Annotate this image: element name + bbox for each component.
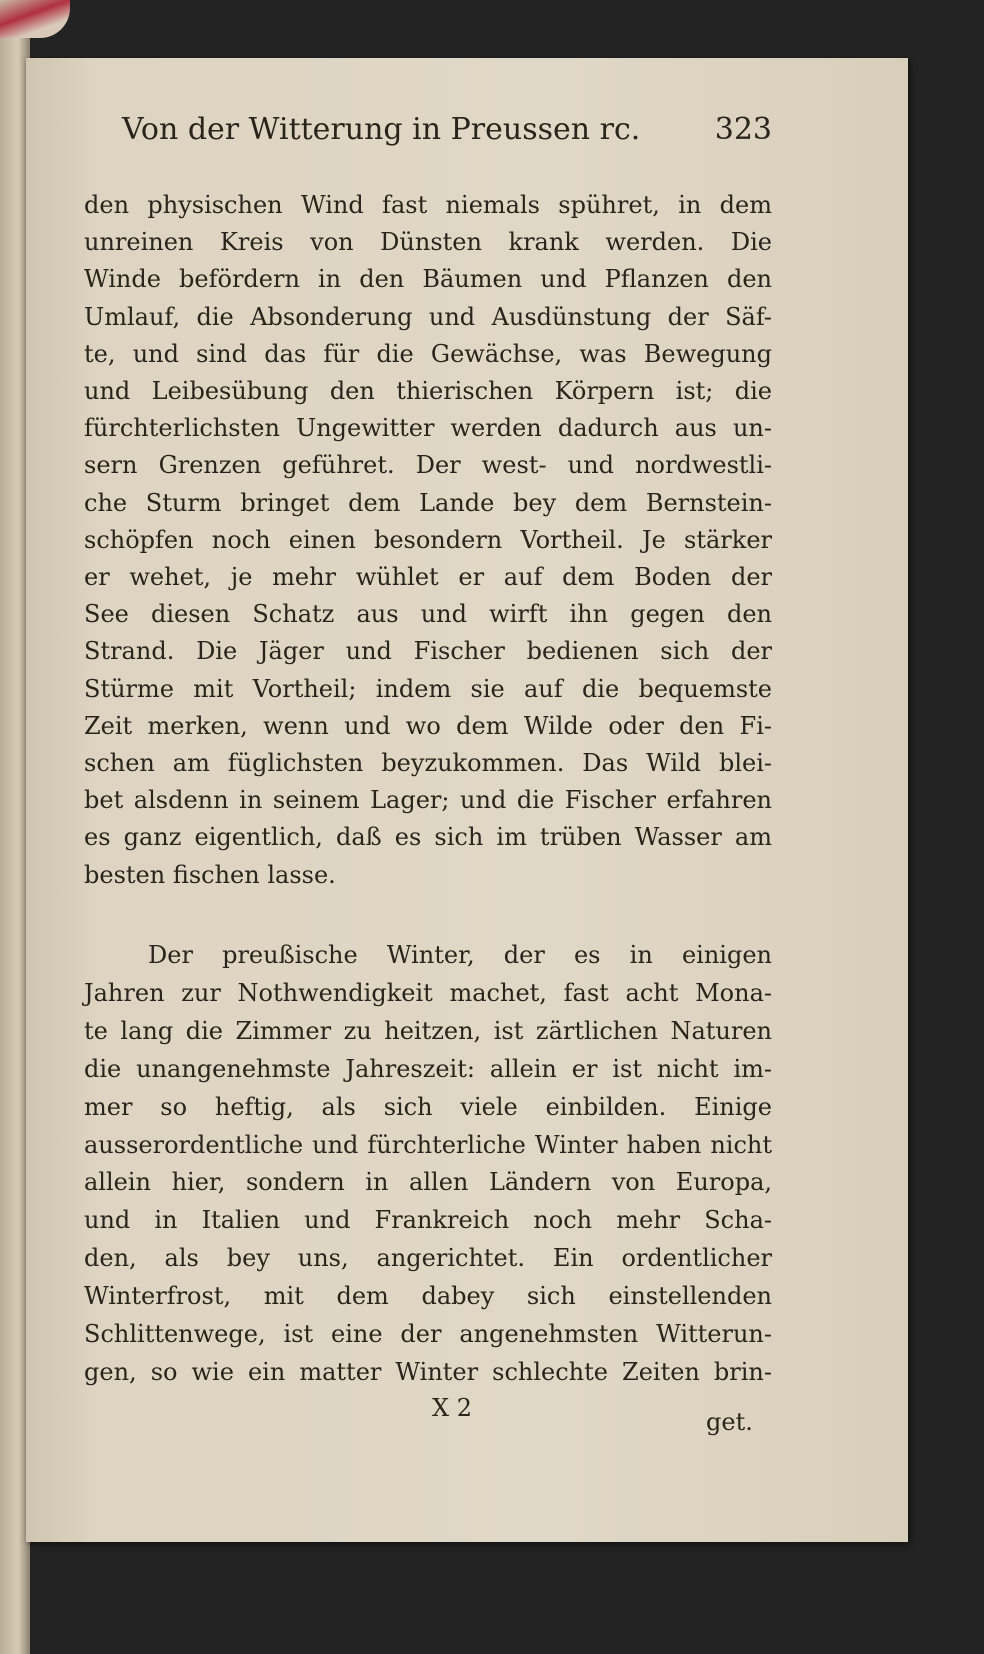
text-line: unreinen Kreis von Dünsten krank werden. Die [84, 228, 772, 257]
bookmark-ribbon [0, 0, 70, 38]
text-line: Winde befördern in den Bäumen und Pflanzen den [84, 265, 772, 294]
text-line: te lang die Zimmer zu heitzen, ist zärtlichen Naturen [84, 1016, 772, 1045]
text-line: Zeit merken, wenn und wo dem Wilde oder den Fi- [84, 711, 772, 740]
text-line: bet alsdenn in seinem Lager; und die Fischer erfahren [84, 786, 772, 815]
catchword: get. [706, 1408, 753, 1436]
text-line: ausserordentliche und fürchterliche Winter haben nicht [84, 1130, 772, 1159]
text-line: Jahren zur Nothwendigkeit machet, fast acht Mona- [84, 978, 772, 1007]
text-line: den, als bey uns, angerichtet. Ein ordentlicher [84, 1244, 772, 1273]
text-line: es ganz eigentlich, daß es sich im trüben Wasser am [84, 823, 772, 852]
running-header [122, 112, 772, 147]
text-line: er wehet, je mehr wühlet er auf dem Boden der [84, 563, 772, 591]
text-line: und in Italien und Frankreich noch mehr Scha- [84, 1206, 772, 1235]
text-line: Stürme mit Vortheil; indem sie auf die bequemste [84, 674, 772, 703]
text-line: fürchterlichsten Ungewitter werden dadurch aus un- [84, 414, 772, 443]
text-line: schöpfen noch einen besondern Vortheil. Je stärker [84, 525, 772, 554]
text-line: und Leibesübung den thierischen Körpern ist; die [84, 377, 772, 405]
signature-mark: X 2 [432, 1394, 472, 1422]
page-number: 323 [714, 112, 772, 147]
text-line: Strand. Die Jäger und Fischer bedienen sich der [84, 637, 772, 666]
text-line: gen, so wie ein matter Winter schlechte Zeiten brin- [84, 1357, 772, 1386]
text-line: mer so heftig, als sich viele einbilden. Einige [84, 1092, 772, 1121]
text-line: te, und sind das für die Gewächse, was Bewegung [84, 339, 772, 368]
text-line: allein hier, sondern in allen Ländern von Europa, [84, 1168, 772, 1197]
text-line: Winterfrost, mit dem dabey sich einstellenden [84, 1282, 772, 1311]
text-line: den physischen Wind fast niemals spühret, in dem [84, 191, 772, 219]
text-line: besten fischen lasse. [84, 860, 336, 889]
running-title: Von der Witterung in Preussen rc. [122, 112, 641, 147]
text-line: See diesen Schatz aus und wirft ihn gegen den [84, 600, 772, 629]
text-line: die unangenehmste Jahreszeit: allein er ist nicht im- [84, 1054, 772, 1083]
text-line: schen am füglichsten beyzukommen. Das Wild blei- [84, 749, 772, 777]
text-line: sern Grenzen geführet. Der west- und nordwestli- [84, 451, 772, 480]
text-line: Der preußische Winter, der es in einigen [148, 941, 772, 969]
text-line: Schlittenwege, ist eine der angenehmsten Witterun- [84, 1320, 772, 1348]
text-line: Umlauf, die Absonderung und Ausdünstung der Säf- [84, 302, 772, 331]
text-line: che Sturm bringet dem Lande bey dem Bernstein- [84, 488, 772, 517]
